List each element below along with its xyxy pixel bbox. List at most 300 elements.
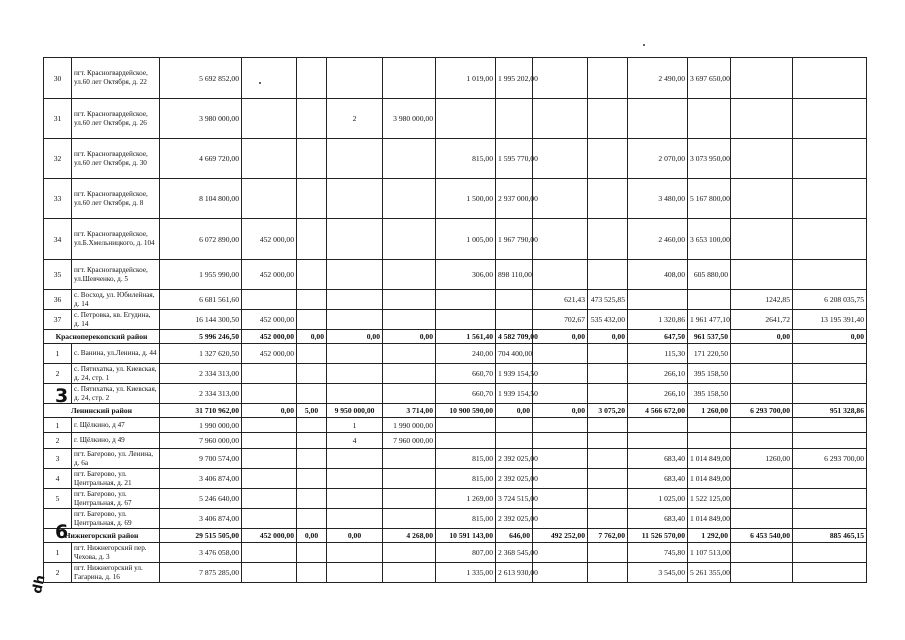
value-cell: 1 595 770,00 bbox=[496, 139, 533, 179]
value-cell: 1260,00 bbox=[731, 449, 793, 469]
district-total-row bbox=[44, 529, 867, 543]
table-row bbox=[44, 344, 867, 364]
value-cell: 683,40 bbox=[628, 469, 688, 489]
value-cell bbox=[297, 290, 327, 310]
value-cell: 660,70 bbox=[436, 384, 496, 404]
handwritten-number: 6 bbox=[55, 521, 69, 543]
value-cell bbox=[793, 99, 867, 139]
value-cell: 3 480,00 bbox=[628, 179, 688, 219]
district-total-row bbox=[44, 404, 867, 418]
value-cell bbox=[688, 433, 731, 449]
value-cell: 1 990 000,00 bbox=[383, 418, 436, 433]
value-cell: 10 591 143,00 bbox=[436, 529, 496, 543]
value-cell: 4 bbox=[327, 433, 383, 449]
value-cell: 452 000,00 bbox=[242, 330, 297, 344]
value-cell bbox=[383, 509, 436, 529]
value-cell bbox=[588, 364, 628, 384]
value-cell: 2 368 545,00 bbox=[496, 543, 533, 563]
value-cell bbox=[242, 290, 297, 310]
value-cell: 745,80 bbox=[628, 543, 688, 563]
value-cell: 473 525,85 bbox=[588, 290, 628, 310]
value-cell bbox=[242, 469, 297, 489]
address-cell: с. Петровка, кв. Егудина, д. 14 bbox=[72, 310, 160, 330]
value-cell: 9 700 574,00 bbox=[160, 449, 242, 469]
value-cell: 0,00 bbox=[793, 330, 867, 344]
value-cell: 452 000,00 bbox=[242, 529, 297, 543]
value-cell: 1 014 849,00 bbox=[688, 449, 731, 469]
row-number-cell: 2 bbox=[44, 433, 72, 449]
value-cell bbox=[436, 290, 496, 310]
value-cell bbox=[533, 449, 588, 469]
value-cell bbox=[533, 509, 588, 529]
table-row bbox=[44, 139, 867, 179]
row-number-cell: 3 bbox=[44, 449, 72, 469]
value-cell bbox=[731, 489, 793, 509]
row-number-cell: 1 bbox=[44, 418, 72, 433]
value-cell bbox=[533, 58, 588, 99]
handwritten-number: 3 bbox=[55, 385, 69, 407]
value-cell: 0,00 bbox=[327, 330, 383, 344]
value-cell: 1 269,00 bbox=[436, 489, 496, 509]
value-cell bbox=[242, 384, 297, 404]
value-cell bbox=[383, 58, 436, 99]
table-row bbox=[44, 543, 867, 563]
value-cell: 621,43 bbox=[533, 290, 588, 310]
value-cell bbox=[731, 179, 793, 219]
address-cell: г. Щёлкино, д 49 bbox=[72, 433, 160, 449]
value-cell: 4 566 672,00 bbox=[628, 404, 688, 418]
value-cell: 5,00 bbox=[297, 404, 327, 418]
value-cell bbox=[731, 99, 793, 139]
row-number-cell: 35 bbox=[44, 260, 72, 290]
value-cell bbox=[731, 364, 793, 384]
value-cell: 1 260,00 bbox=[688, 404, 731, 418]
value-cell: 266,10 bbox=[628, 384, 688, 404]
address-cell: пгт. Нижнегорский пер. Чехова, д. 3 bbox=[72, 543, 160, 563]
district-total-row bbox=[44, 330, 867, 344]
address-cell: г. Щёлкино, д 47 bbox=[72, 418, 160, 433]
row-number-cell: 30 bbox=[44, 58, 72, 99]
value-cell: 3 714,00 bbox=[383, 404, 436, 418]
value-cell bbox=[496, 99, 533, 139]
value-cell bbox=[496, 290, 533, 310]
address-cell: пгт. Красногвардейское, ул.60 лет Октября, д. 22 bbox=[72, 58, 160, 99]
table-row bbox=[44, 384, 867, 404]
value-cell: 1 967 790,00 bbox=[496, 219, 533, 260]
value-cell: 6 072 890,00 bbox=[160, 219, 242, 260]
value-cell bbox=[588, 344, 628, 364]
value-cell bbox=[588, 489, 628, 509]
row-number-cell: 1 bbox=[44, 344, 72, 364]
value-cell: 2 490,00 bbox=[628, 58, 688, 99]
value-cell bbox=[297, 310, 327, 330]
value-cell: 452 000,00 bbox=[242, 310, 297, 330]
value-cell: 3 406 874,00 bbox=[160, 509, 242, 529]
value-cell bbox=[731, 58, 793, 99]
value-cell: 1 955 990,00 bbox=[160, 260, 242, 290]
value-cell: 29 515 505,00 bbox=[160, 529, 242, 543]
row-number-cell: 4 bbox=[44, 469, 72, 489]
value-cell: 4 582 709,00 bbox=[496, 330, 533, 344]
value-cell: 5 692 852,00 bbox=[160, 58, 242, 99]
table-row bbox=[44, 99, 867, 139]
value-cell bbox=[793, 384, 867, 404]
address-cell: пгт. Багерово, ул. Ленина, д. 6а bbox=[72, 449, 160, 469]
value-cell bbox=[383, 310, 436, 330]
value-cell: 2 334 313,00 bbox=[160, 364, 242, 384]
value-cell bbox=[793, 433, 867, 449]
value-cell bbox=[383, 449, 436, 469]
value-cell bbox=[793, 219, 867, 260]
value-cell bbox=[588, 260, 628, 290]
value-cell bbox=[383, 139, 436, 179]
value-cell bbox=[628, 99, 688, 139]
value-cell bbox=[383, 563, 436, 583]
value-cell bbox=[297, 418, 327, 433]
value-cell bbox=[688, 99, 731, 139]
value-cell: 815,00 bbox=[436, 469, 496, 489]
value-cell: 6 453 540,00 bbox=[731, 529, 793, 543]
value-cell bbox=[793, 489, 867, 509]
address-cell: пгт. Красногвардейское, ул.60 лет Октября, д. 30 bbox=[72, 139, 160, 179]
value-cell bbox=[383, 179, 436, 219]
value-cell bbox=[731, 384, 793, 404]
value-cell: 2 392 025,00 bbox=[496, 509, 533, 529]
value-cell bbox=[533, 99, 588, 139]
address-cell: пгт. Красногвардейское, ул.60 лет Октября, д. 26 bbox=[72, 99, 160, 139]
value-cell bbox=[588, 433, 628, 449]
value-cell: 3 073 950,00 bbox=[688, 139, 731, 179]
value-cell bbox=[588, 219, 628, 260]
value-cell bbox=[327, 260, 383, 290]
value-cell: 2641,72 bbox=[731, 310, 793, 330]
table-row bbox=[44, 179, 867, 219]
value-cell bbox=[533, 543, 588, 563]
table-row bbox=[44, 290, 867, 310]
value-cell bbox=[436, 418, 496, 433]
value-cell bbox=[436, 433, 496, 449]
value-cell: 1 500,00 bbox=[436, 179, 496, 219]
value-cell bbox=[297, 563, 327, 583]
value-cell bbox=[688, 418, 731, 433]
table-row bbox=[44, 418, 867, 433]
value-cell bbox=[383, 290, 436, 310]
address-cell: пгт. Красногвардейское, ул.Б.Хмельницкого, д. 104 bbox=[72, 219, 160, 260]
value-cell: 3 075,20 bbox=[588, 404, 628, 418]
value-cell: 0,00 bbox=[297, 330, 327, 344]
value-cell bbox=[242, 509, 297, 529]
value-cell: 16 144 300,50 bbox=[160, 310, 242, 330]
value-cell: 1 107 513,00 bbox=[688, 543, 731, 563]
value-cell bbox=[731, 344, 793, 364]
district-name-cell: Ленинский район bbox=[44, 404, 160, 418]
value-cell bbox=[793, 563, 867, 583]
value-cell bbox=[496, 433, 533, 449]
value-cell bbox=[793, 179, 867, 219]
value-cell bbox=[628, 433, 688, 449]
value-cell bbox=[533, 179, 588, 219]
table-row bbox=[44, 310, 867, 330]
value-cell: 6 681 561,60 bbox=[160, 290, 242, 310]
value-cell bbox=[793, 418, 867, 433]
value-cell bbox=[327, 290, 383, 310]
value-cell bbox=[533, 364, 588, 384]
value-cell: 1 561,40 bbox=[436, 330, 496, 344]
value-cell: 898 110,00 bbox=[496, 260, 533, 290]
value-cell bbox=[242, 418, 297, 433]
value-cell: 1 327 620,50 bbox=[160, 344, 242, 364]
value-cell: 951 328,86 bbox=[793, 404, 867, 418]
value-cell bbox=[793, 509, 867, 529]
value-cell bbox=[588, 509, 628, 529]
value-cell bbox=[436, 310, 496, 330]
row-number-cell: 33 bbox=[44, 179, 72, 219]
value-cell bbox=[242, 489, 297, 509]
value-cell bbox=[436, 99, 496, 139]
row-number-cell: 2 bbox=[44, 563, 72, 583]
value-cell: 1 335,00 bbox=[436, 563, 496, 583]
address-cell: с. Ванина, ул.Ленина, д. 44 bbox=[72, 344, 160, 364]
value-cell: 1 292,00 bbox=[688, 529, 731, 543]
value-cell bbox=[793, 364, 867, 384]
value-cell bbox=[731, 563, 793, 583]
value-cell bbox=[242, 543, 297, 563]
value-cell: 605 880,00 bbox=[688, 260, 731, 290]
value-cell: 171 220,50 bbox=[688, 344, 731, 364]
value-cell: 1 939 154,50 bbox=[496, 384, 533, 404]
value-cell: 815,00 bbox=[436, 449, 496, 469]
value-cell bbox=[242, 364, 297, 384]
value-cell: 5 996 246,50 bbox=[160, 330, 242, 344]
value-cell: 6 293 700,00 bbox=[731, 404, 793, 418]
value-cell bbox=[297, 489, 327, 509]
value-cell: 0,00 bbox=[731, 330, 793, 344]
table-row bbox=[44, 364, 867, 384]
value-cell: 1 522 125,00 bbox=[688, 489, 731, 509]
value-cell bbox=[327, 310, 383, 330]
value-cell: 7 762,00 bbox=[588, 529, 628, 543]
value-cell bbox=[327, 139, 383, 179]
value-cell bbox=[793, 469, 867, 489]
value-cell: 2 392 025,00 bbox=[496, 469, 533, 489]
value-cell bbox=[327, 58, 383, 99]
value-cell: 3 545,00 bbox=[628, 563, 688, 583]
value-cell bbox=[242, 433, 297, 449]
value-cell: 815,00 bbox=[436, 509, 496, 529]
value-cell: 1 995 202,00 bbox=[496, 58, 533, 99]
value-cell bbox=[731, 543, 793, 563]
value-cell bbox=[297, 179, 327, 219]
value-cell bbox=[533, 418, 588, 433]
value-cell bbox=[688, 290, 731, 310]
value-cell: 4 268,00 bbox=[383, 529, 436, 543]
value-cell: 2 613 930,00 bbox=[496, 563, 533, 583]
value-cell bbox=[793, 543, 867, 563]
handwritten-signature: dh bbox=[30, 573, 49, 596]
address-cell: пгт. Багерово, ул. Центральная, д. 69 bbox=[72, 509, 160, 529]
value-cell: 4 669 720,00 bbox=[160, 139, 242, 179]
value-cell bbox=[383, 543, 436, 563]
value-cell: 1 025,00 bbox=[628, 489, 688, 509]
value-cell bbox=[297, 469, 327, 489]
address-cell: пгт. Багерово, ул. Центральная, д. 21 bbox=[72, 469, 160, 489]
value-cell bbox=[242, 139, 297, 179]
value-cell: 702,67 bbox=[533, 310, 588, 330]
value-cell: 0,00 bbox=[297, 529, 327, 543]
value-cell: 452 000,00 bbox=[242, 260, 297, 290]
value-cell bbox=[242, 99, 297, 139]
value-cell bbox=[731, 418, 793, 433]
address-cell: пгт. Нижнегорский ул. Гагарина, д. 16 bbox=[72, 563, 160, 583]
district-name-cell: Красноперекопский район bbox=[44, 330, 160, 344]
value-cell bbox=[793, 139, 867, 179]
value-cell: 7 875 285,00 bbox=[160, 563, 242, 583]
value-cell: 31 710 962,00 bbox=[160, 404, 242, 418]
table-row bbox=[44, 433, 867, 449]
value-cell: 2 bbox=[327, 99, 383, 139]
value-cell bbox=[383, 469, 436, 489]
value-cell: 1 014 849,00 bbox=[688, 469, 731, 489]
value-cell bbox=[297, 260, 327, 290]
value-cell: 1 939 154,50 bbox=[496, 364, 533, 384]
value-cell: 1 320,86 bbox=[628, 310, 688, 330]
address-cell: с. Восход, ул. Юбилейная, д. 14 bbox=[72, 290, 160, 310]
value-cell: 1 014 849,00 bbox=[688, 509, 731, 529]
value-cell bbox=[297, 219, 327, 260]
value-cell bbox=[533, 563, 588, 583]
address-cell: с. Пятихатка, ул. Киевская, д. 24, стр. 2 bbox=[72, 384, 160, 404]
value-cell: 0,00 bbox=[588, 330, 628, 344]
value-cell bbox=[496, 418, 533, 433]
value-cell: 3 697 650,00 bbox=[688, 58, 731, 99]
value-cell bbox=[327, 469, 383, 489]
value-cell: 807,00 bbox=[436, 543, 496, 563]
value-cell bbox=[588, 139, 628, 179]
value-cell: 8 104 800,00 bbox=[160, 179, 242, 219]
value-cell: 492 252,00 bbox=[533, 529, 588, 543]
table-row bbox=[44, 260, 867, 290]
value-cell: 1 961 477,10 bbox=[688, 310, 731, 330]
value-cell bbox=[533, 219, 588, 260]
value-cell: 0,00 bbox=[383, 330, 436, 344]
row-number-cell: 36 bbox=[44, 290, 72, 310]
value-cell: 5 246 640,00 bbox=[160, 489, 242, 509]
table-row bbox=[44, 469, 867, 489]
table-row bbox=[44, 489, 867, 509]
value-cell bbox=[297, 433, 327, 449]
value-cell: 0,00 bbox=[533, 404, 588, 418]
value-cell: 683,40 bbox=[628, 509, 688, 529]
value-cell bbox=[297, 139, 327, 179]
value-cell bbox=[383, 384, 436, 404]
value-cell bbox=[533, 139, 588, 179]
value-cell bbox=[793, 344, 867, 364]
value-cell bbox=[533, 384, 588, 404]
value-cell bbox=[588, 179, 628, 219]
address-cell: с. Пятихатка, ул. Киевская, д. 24, стр. 1 bbox=[72, 364, 160, 384]
value-cell: 961 537,50 bbox=[688, 330, 731, 344]
value-cell bbox=[297, 449, 327, 469]
value-cell bbox=[242, 58, 297, 99]
value-cell: 535 432,00 bbox=[588, 310, 628, 330]
value-cell: 2 937 000,00 bbox=[496, 179, 533, 219]
value-cell bbox=[383, 364, 436, 384]
value-cell: 408,00 bbox=[628, 260, 688, 290]
address-cell: пгт. Красногвардейское, ул.60 лет Октября, д. 8 bbox=[72, 179, 160, 219]
value-cell bbox=[327, 384, 383, 404]
value-cell bbox=[588, 449, 628, 469]
value-cell bbox=[297, 344, 327, 364]
value-cell bbox=[327, 563, 383, 583]
table-row bbox=[44, 563, 867, 583]
value-cell: 3 476 058,00 bbox=[160, 543, 242, 563]
value-cell bbox=[327, 219, 383, 260]
value-cell: 5 167 800,00 bbox=[688, 179, 731, 219]
value-cell bbox=[731, 509, 793, 529]
value-cell: 1 019,00 bbox=[436, 58, 496, 99]
row-number-cell: 37 bbox=[44, 310, 72, 330]
value-cell: 11 526 570,00 bbox=[628, 529, 688, 543]
value-cell: 647,50 bbox=[628, 330, 688, 344]
value-cell bbox=[242, 179, 297, 219]
value-cell: 815,00 bbox=[436, 139, 496, 179]
value-cell bbox=[327, 449, 383, 469]
value-cell bbox=[327, 543, 383, 563]
value-cell bbox=[588, 418, 628, 433]
value-cell: 5 261 355,00 bbox=[688, 563, 731, 583]
row-number-cell: 31 bbox=[44, 99, 72, 139]
value-cell bbox=[327, 489, 383, 509]
row-number-cell: 32 bbox=[44, 139, 72, 179]
value-cell: 0,00 bbox=[533, 330, 588, 344]
scan-speck bbox=[643, 44, 645, 46]
value-cell bbox=[533, 489, 588, 509]
row-number-cell: 5 bbox=[44, 489, 72, 509]
value-cell bbox=[793, 260, 867, 290]
value-cell: 1 bbox=[327, 418, 383, 433]
table-row bbox=[44, 449, 867, 469]
value-cell bbox=[731, 469, 793, 489]
value-cell: 452 000,00 bbox=[242, 344, 297, 364]
value-cell bbox=[383, 260, 436, 290]
value-cell: 3 980 000,00 bbox=[383, 99, 436, 139]
table-body bbox=[44, 58, 867, 583]
value-cell bbox=[533, 433, 588, 449]
row-number-cell: 34 bbox=[44, 219, 72, 260]
value-cell: 2 460,00 bbox=[628, 219, 688, 260]
value-cell bbox=[327, 364, 383, 384]
value-cell: 683,40 bbox=[628, 449, 688, 469]
value-cell bbox=[242, 563, 297, 583]
value-cell: 1 005,00 bbox=[436, 219, 496, 260]
value-cell: 7 960 000,00 bbox=[383, 433, 436, 449]
value-cell bbox=[731, 139, 793, 179]
value-cell: 3 653 100,00 bbox=[688, 219, 731, 260]
value-cell: 2 392 025,00 bbox=[496, 449, 533, 469]
value-cell: 646,00 bbox=[496, 529, 533, 543]
address-cell: пгт. Багерово, ул. Центральная, д. 67 bbox=[72, 489, 160, 509]
value-cell bbox=[533, 260, 588, 290]
value-cell bbox=[628, 290, 688, 310]
value-cell bbox=[297, 543, 327, 563]
value-cell: 306,00 bbox=[436, 260, 496, 290]
scan-speck bbox=[259, 82, 261, 84]
value-cell bbox=[242, 449, 297, 469]
housing-repair-table bbox=[43, 57, 867, 583]
value-cell: 0,00 bbox=[496, 404, 533, 418]
row-number-cell: 2 bbox=[44, 364, 72, 384]
value-cell: 3 406 874,00 bbox=[160, 469, 242, 489]
